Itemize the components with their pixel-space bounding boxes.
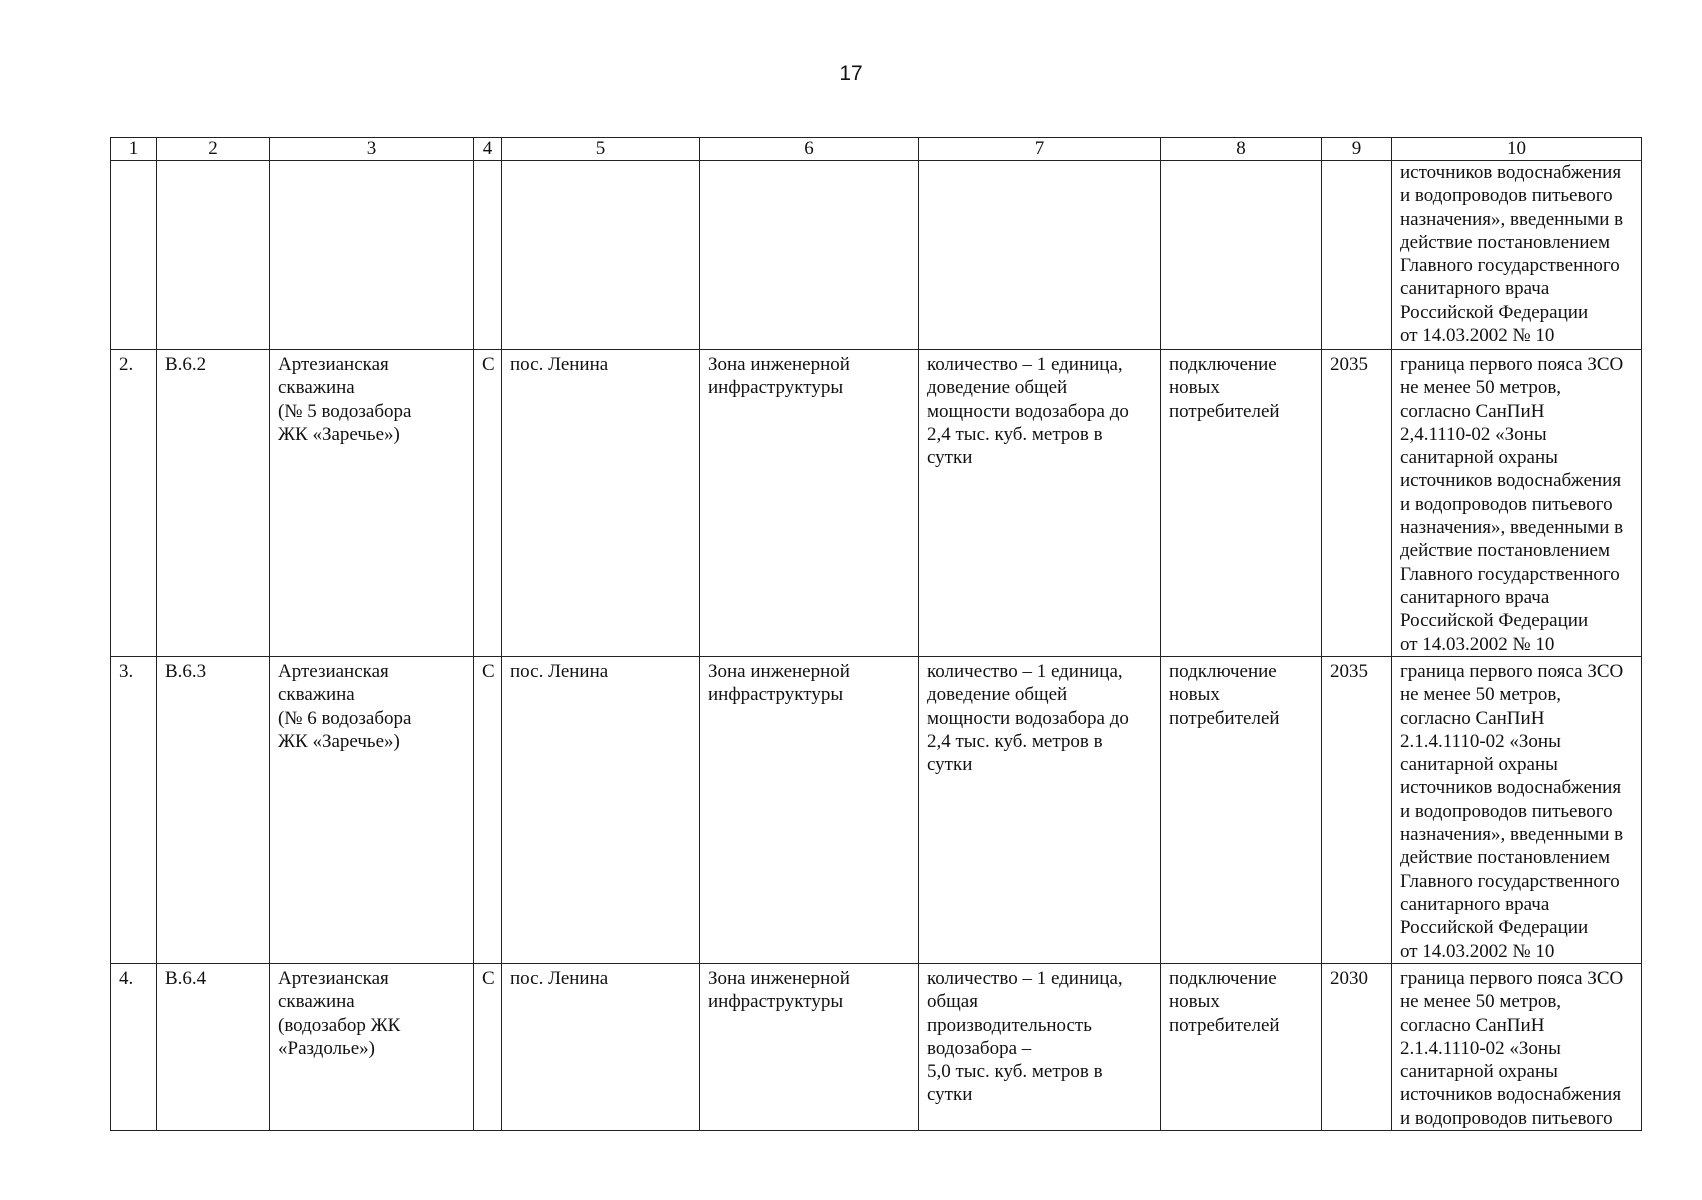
header-cell: 7 [919, 138, 1161, 161]
table-cell [700, 161, 919, 350]
header-cell: 1 [111, 138, 157, 161]
header-cell: 9 [1322, 138, 1392, 161]
header-cell: 6 [700, 138, 919, 161]
page-number: 17 [839, 62, 863, 85]
header-cell: 10 [1392, 138, 1642, 161]
table-cell [919, 161, 1161, 350]
table-cell [1322, 161, 1392, 350]
object-purpose: подключение новых потребителей [1161, 964, 1322, 1131]
note-cell: источников водоснабжения и водопроводов питьевого назначения», введенными в действие постановлением Главного государственного санитарного врача Российской Федерации от 14.03.2002 № 10 [1392, 161, 1642, 350]
row-number: 3. [111, 657, 157, 964]
object-zone: Зона инженерной инфраструктуры [700, 350, 919, 657]
table-cell [270, 161, 474, 350]
object-status: С [474, 657, 502, 964]
note-cell: граница первого пояса ЗСО не менее 50 метров, согласно СанПиН 2.1.4.1110-02 «Зоны санитарной охраны источников водоснабжения и водопроводов питьевого [1392, 964, 1642, 1131]
object-params: количество – 1 единица, общая производительность водозабора – 5,0 тыс. куб. метров в сутки [919, 964, 1161, 1131]
object-year: 2035 [1322, 657, 1392, 964]
note-cell: граница первого пояса ЗСО не менее 50 метров, согласно СанПиН 2.1.4.1110-02 «Зоны санитарной охраны источников водоснабжения и водопроводов питьевого назначения», введенными в действие постановлением Главного государственного санитарного врача Российской Федерации от 14.03.2002 № 10 [1392, 657, 1642, 964]
object-zone: Зона инженерной инфраструктуры [700, 657, 919, 964]
table-cell [502, 161, 700, 350]
note-cell: граница первого пояса ЗСО не менее 50 метров, согласно СанПиН 2,4.1110-02 «Зоны санитарной охраны источников водоснабжения и водопроводов питьевого назначения», введенными в действие постановлением Главного государственного санитарного врача Российской Федерации от 14.03.2002 № 10 [1392, 350, 1642, 657]
header-row [111, 138, 1642, 161]
header-cell: 4 [474, 138, 502, 161]
object-name: Артезианская скважина (водозабор ЖК «Раздолье») [270, 964, 474, 1131]
object-purpose: подключение новых потребителей [1161, 657, 1322, 964]
object-code: В.6.4 [157, 964, 270, 1131]
object-code: В.6.2 [157, 350, 270, 657]
object-code: В.6.3 [157, 657, 270, 964]
table-row [111, 350, 1642, 657]
header-cell: 8 [1161, 138, 1322, 161]
table-row [111, 657, 1642, 964]
object-name: Артезианская скважина (№ 6 водозабора ЖК «Заречье») [270, 657, 474, 964]
table-cell [1161, 161, 1322, 350]
object-table [110, 137, 1642, 1131]
object-params: количество – 1 единица, доведение общей мощности водозабора до 2,4 тыс. куб. метров в сутки [919, 350, 1161, 657]
object-params: количество – 1 единица, доведение общей мощности водозабора до 2,4 тыс. куб. метров в сутки [919, 657, 1161, 964]
header-cell: 3 [270, 138, 474, 161]
object-location: пос. Ленина [502, 964, 700, 1131]
object-purpose: подключение новых потребителей [1161, 350, 1322, 657]
object-status: С [474, 964, 502, 1131]
object-location: пос. Ленина [502, 657, 700, 964]
object-year: 2030 [1322, 964, 1392, 1131]
object-zone: Зона инженерной инфраструктуры [700, 964, 919, 1131]
row-number: 4. [111, 964, 157, 1131]
table-row [111, 964, 1642, 1131]
object-status: С [474, 350, 502, 657]
table-cell [474, 161, 502, 350]
header-cell: 2 [157, 138, 270, 161]
row-number: 2. [111, 350, 157, 657]
object-location: пос. Ленина [502, 350, 700, 657]
object-year: 2035 [1322, 350, 1392, 657]
table-cell [111, 161, 157, 350]
object-name: Артезианская скважина (№ 5 водозабора ЖК «Заречье») [270, 350, 474, 657]
header-cell: 5 [502, 138, 700, 161]
table-row-continuation [111, 161, 1642, 350]
table-cell [157, 161, 270, 350]
